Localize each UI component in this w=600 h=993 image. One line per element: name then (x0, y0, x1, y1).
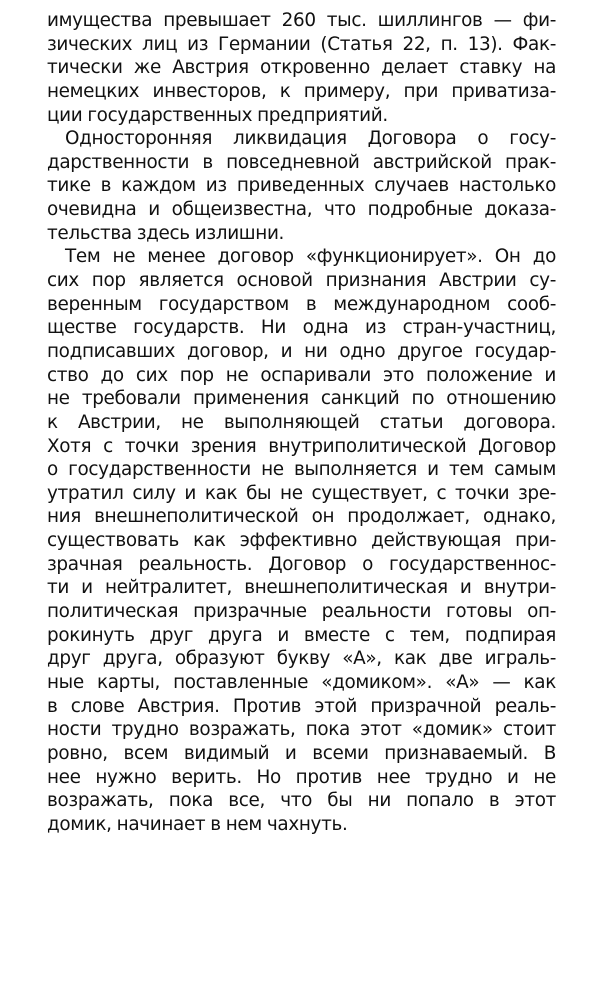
text-line: немецких инвесторов, к примеру, при приватиза- (47, 80, 556, 102)
text-line: тически же Австрия откровенно делает ставку на (47, 57, 556, 79)
text-line: Тем не менее договор «функционирует». Он до (65, 246, 556, 268)
text-line: утратил силу и как бы не существует, с точки зре- (47, 482, 556, 504)
text-line: существовать как эффективно действующая при- (47, 530, 556, 552)
text-line: друг друга, образуют букву «А», как две играль- (47, 648, 556, 670)
text-line: домик, начинает в нем чахнуть. (47, 813, 348, 835)
text-line: о государственности не выполняется и тем самым (47, 459, 556, 481)
text-line: нее нужно верить. Но против нее трудно и не (47, 766, 556, 788)
text-line: имущества превышает 260 тыс. шиллингов — фи- (47, 10, 556, 31)
text-line: зрачная реальность. Договор о государственнос- (47, 553, 556, 575)
document-page (47, 9, 556, 836)
text-line: политическая призрачные реальности готовы оп- (47, 601, 556, 623)
text-line: очевидна и общеизвестна, что подробные доказа- (47, 199, 556, 221)
text-line: ные карты, поставленные «домиком». «А» — как (47, 671, 556, 693)
text-line: в слове Австрия. Против этой призрачной реаль- (47, 695, 556, 717)
text-line: ществе государств. Ни одна из стран-участниц, (47, 317, 556, 339)
text-line: ти и нейтралитет, внешнеполитическая и внутри- (47, 577, 556, 599)
text-line: к Австрии, не выполняющей статьи договора. (47, 411, 556, 433)
text-line: ности трудно возражать, пока этот «домик» стоит (47, 719, 556, 741)
text-line: зических лиц из Германии (Статья 22, п. 13). Фак- (47, 33, 556, 55)
text-line: сих пор является основой признания Австрии су- (47, 270, 556, 292)
text-line: тике в каждом из приведенных случаев настолько (47, 175, 556, 197)
text-line: дарственности в повседневной австрийской прак- (47, 151, 556, 173)
text-line: подписавших договор, и ни одно другое государ- (47, 340, 556, 362)
text-line: рокинуть друг друга и вместе с тем, подпирая (47, 624, 556, 646)
paragraph-2 (47, 127, 556, 245)
paragraph-3 (47, 245, 556, 836)
text-line: Односторонняя ликвидация Договора о госу- (65, 128, 556, 150)
text-line: ровно, всем видимый и всеми признаваемый. В (47, 742, 556, 764)
text-line: возражать, пока все, что бы ни попало в этот (47, 790, 556, 812)
text-line: не требовали применения санкций по отношению (47, 388, 556, 410)
text-line: тельства здесь излишни. (47, 222, 285, 244)
text-line: веренным государством в международном сооб- (47, 293, 556, 315)
text-line: Хотя с точки зрения внутриполитической Договор (47, 435, 556, 457)
text-line: ции государственных предприятий. (47, 104, 388, 126)
text-line: ния внешнеполитической он продолжает, однако, (47, 506, 556, 528)
paragraph-1 (47, 9, 556, 127)
text-line: ство до сих пор не оспаривали это положение и (47, 364, 556, 386)
